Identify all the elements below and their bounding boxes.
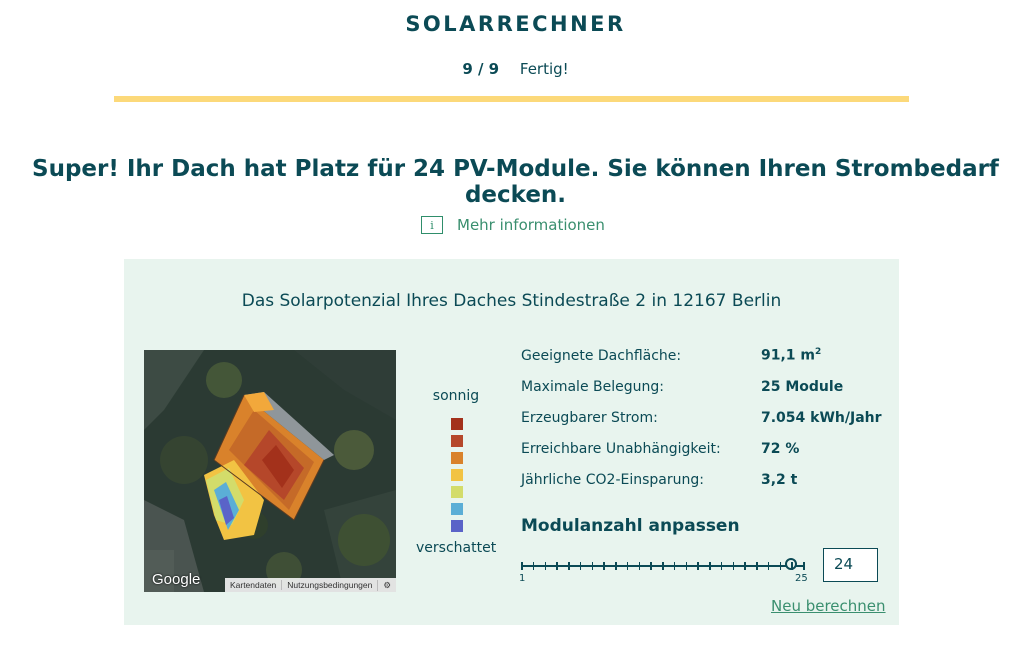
more-info-label: Mehr informationen bbox=[457, 216, 605, 234]
legend-swatch bbox=[451, 503, 463, 515]
settings-icon[interactable]: ⚙ bbox=[377, 580, 396, 591]
result-headline: Super! Ihr Dach hat Platz für 24 PV-Module. Sie können Ihren Strombedarf decken. bbox=[32, 156, 999, 208]
map-data-link[interactable]: Kartendaten bbox=[229, 580, 277, 590]
progress-bar-fill bbox=[114, 96, 909, 102]
info-icon: i bbox=[421, 216, 443, 234]
map-footer bbox=[225, 578, 396, 592]
slider-tick bbox=[639, 562, 641, 570]
fact-row-independence bbox=[521, 433, 882, 464]
slider-tick bbox=[756, 562, 758, 570]
module-count-slider[interactable] bbox=[521, 555, 811, 589]
roof-map[interactable] bbox=[144, 350, 396, 592]
module-count-input[interactable]: 24 bbox=[823, 548, 878, 582]
slider-tick bbox=[791, 562, 793, 570]
slider-tick bbox=[533, 562, 535, 570]
slider-tick bbox=[780, 562, 782, 570]
slider-tick bbox=[709, 562, 711, 570]
slider-tick bbox=[627, 562, 629, 570]
slider-tick bbox=[650, 562, 652, 570]
fact-label: Maximale Belegung: bbox=[521, 378, 664, 395]
slider-tick bbox=[803, 562, 805, 570]
facts-list bbox=[521, 340, 882, 495]
fact-label: Geeignete Dachfläche: bbox=[521, 347, 682, 364]
slider-tick bbox=[580, 562, 582, 570]
slider-tick bbox=[697, 562, 699, 570]
step-status: Fertig! bbox=[519, 60, 569, 78]
fact-value: 91,1 $m^2$ bbox=[761, 347, 822, 364]
slider-tick bbox=[568, 562, 570, 570]
fact-value: 7.054 kWh/Jahr bbox=[761, 409, 882, 426]
slider-tick bbox=[592, 562, 594, 570]
legend-swatch bbox=[451, 469, 463, 481]
fact-value: 3,2 t bbox=[761, 471, 798, 488]
slider-tick bbox=[603, 562, 605, 570]
adjust-modules-title: Modulanzahl anpassen bbox=[521, 516, 740, 536]
progress-bar bbox=[114, 96, 909, 102]
slider-tick bbox=[521, 562, 523, 570]
google-logo: Google bbox=[152, 571, 201, 588]
legend-sunny-label: sonnig bbox=[432, 388, 480, 404]
slider-tick bbox=[744, 562, 746, 570]
fact-value: 25 Module bbox=[761, 378, 844, 395]
slider-tick bbox=[615, 562, 617, 570]
legend-color-scale bbox=[451, 418, 463, 537]
fact-label: Erzeugbarer Strom: bbox=[521, 409, 658, 426]
slider-min-label: 1 bbox=[519, 573, 526, 584]
step-count: 9 / 9 bbox=[462, 60, 500, 78]
fact-label: Jährliche CO2-Einsparung: bbox=[521, 471, 704, 488]
legend-shaded-label: verschattet bbox=[416, 540, 497, 556]
slider-tick bbox=[768, 562, 770, 570]
fact-value: 72 % bbox=[761, 440, 800, 457]
slider-max-label: 25 bbox=[795, 573, 808, 584]
legend-swatch bbox=[451, 435, 463, 447]
aerial-image bbox=[144, 350, 396, 592]
app-title: SOLARRECHNER bbox=[405, 12, 626, 36]
terms-link[interactable]: Nutzungsbedingungen bbox=[281, 580, 377, 590]
recalculate-link[interactable]: Neu berechnen bbox=[771, 597, 886, 615]
slider-tick bbox=[556, 562, 558, 570]
legend-swatch bbox=[451, 418, 463, 430]
fact-row-power bbox=[521, 402, 882, 433]
slider-tick bbox=[662, 562, 664, 570]
solar-potential-panel bbox=[124, 259, 899, 625]
legend-swatch bbox=[451, 452, 463, 464]
slider-tick bbox=[674, 562, 676, 570]
step-indicator bbox=[0, 60, 1031, 78]
legend-swatch bbox=[451, 486, 463, 498]
slider-tick bbox=[686, 562, 688, 570]
legend-swatch bbox=[451, 520, 463, 532]
fact-label: Erreichbare Unabhängigkeit: bbox=[521, 440, 721, 457]
fact-row-area bbox=[521, 340, 882, 371]
slider-tick bbox=[545, 562, 547, 570]
more-info-link[interactable] bbox=[421, 216, 605, 234]
slider-tick bbox=[721, 562, 723, 570]
panel-title: Das Solarpotenzial Ihres Daches Stindestraße 2 in 12167 Berlin bbox=[241, 291, 782, 311]
fact-row-max-modules bbox=[521, 371, 882, 402]
slider-tick bbox=[733, 562, 735, 570]
fact-row-co2 bbox=[521, 464, 882, 495]
